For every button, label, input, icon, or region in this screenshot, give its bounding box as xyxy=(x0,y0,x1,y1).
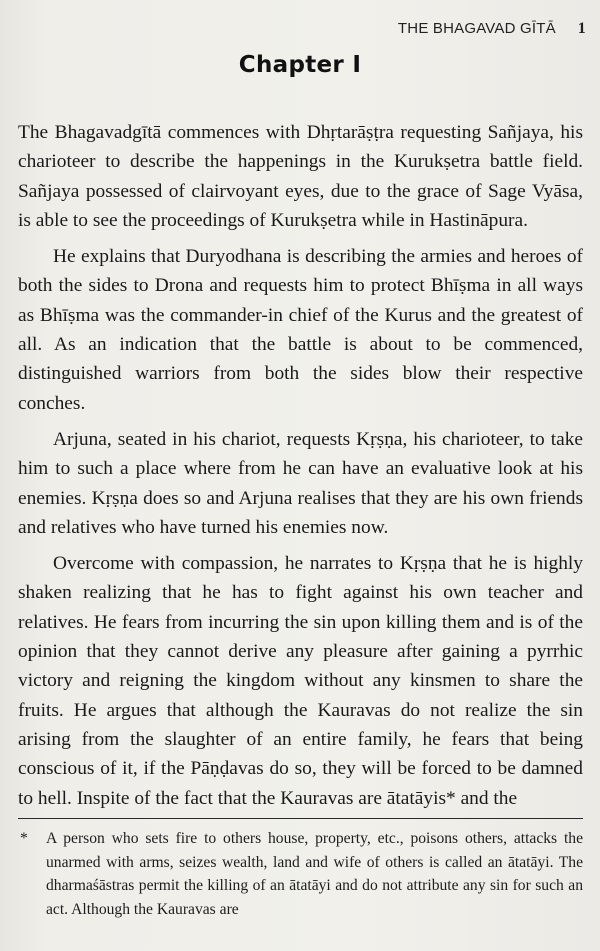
footnote-text: A person who sets fire to others house, property, etc., poisons others, attacks the unarmed with arms, seizes wealth, land and wife of others is called an ātatāyi. The dharmaśāstras permit the killing of an ātatāyi and do not attribute any sin for such an act. Although the Kauravas are xyxy=(46,830,583,918)
body-text xyxy=(18,118,583,820)
paragraph-2: He explains that Duryodhana is describing the armies and heroes of both the sides to Drona and requests him to protect Bhīṣma in all ways as Bhīṣma was the commander-in chief of the Kurus and the greatest of all. As an indication that the battle is about to be commenced, distinguished warriors from both the sides blow their respective conches. xyxy=(18,246,583,414)
page-number: 1 xyxy=(577,20,586,37)
paragraph-4: Overcome with compassion, he narrates to Kṛṣṇa that he is highly shaken realizing that he has to fight against his own teacher and relatives. He fears from incurring the sin upon killing them and is of the opinion that they cannot derive any pleasure after gaining a pyrrhic victory and reigning the kingdom without any kinsmen to share the fruits. He argues that although the Kauravas do not realize the sin arising from the slaughter of an entire family, he fears that being conscious of it, if the Pāṇḍavas do so, they will be forced to be damned to hell. Inspite of the fact that the Kauravas are ātatāyis* and the xyxy=(18,553,583,809)
running-head xyxy=(398,20,586,38)
chapter-title: Chapter I xyxy=(238,52,362,78)
footnote xyxy=(18,827,583,921)
paragraph-3: Arjuna, seated in his chariot, requests Kṛṣṇa, his charioteer, to take him to such a place where from he can have an evaluative look at his enemies. Kṛṣṇa does so and Arjuna realises that they are his own friends and relatives who have turned his enemies now. xyxy=(18,428,583,538)
paragraph-1: The Bhagavadgītā commences with Dhṛtarāṣṭra requesting Sañjaya, his charioteer to describe the happenings in the Kurukṣetra battle field. Sañjaya possessed of clairvoyant eyes, due to the grace of Sage Vyāsa, is able to see the proceedings of Kurukṣetra while in Hastināpura. xyxy=(18,122,583,231)
footnote-marker: * xyxy=(20,830,28,847)
footnote-divider xyxy=(18,818,583,819)
running-title: THE BHAGAVAD GĪTĀ xyxy=(397,20,556,37)
